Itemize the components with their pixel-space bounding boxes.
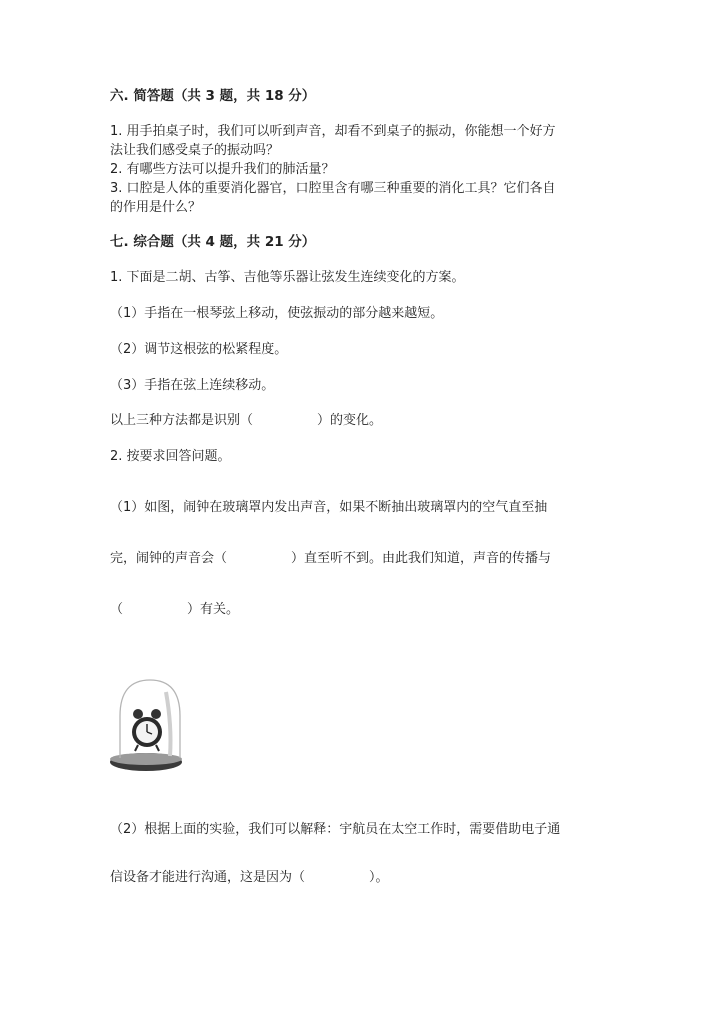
section7-heading: 七. 综合题（共 4 题，共 21 分） xyxy=(110,234,316,250)
conclusion-text-b: ）的变化。 xyxy=(317,413,383,428)
dome-highlight xyxy=(166,692,171,756)
section7-q1-item3: （3）手指在弦上连续移动。 xyxy=(110,378,275,393)
bell-jar-alarm-clock-illustration xyxy=(108,676,198,776)
clock-leg-right xyxy=(156,745,159,751)
section6-q2: 2. 有哪些方法可以提升我们的肺活量？ xyxy=(110,162,335,177)
section6-heading: 六. 简答题（共 3 题，共 18 分） xyxy=(110,88,316,104)
p1-line2-text-a: 完，闹钟的声音会（ xyxy=(110,551,228,566)
section6-q3-line2: 的作用是什么？ xyxy=(110,200,202,215)
clock-bell-right xyxy=(151,709,161,719)
section6-q1-line1: 1. 用手拍桌子时，我们可以听到声音，却看不到桌子的振动，你能想一个好方 xyxy=(110,124,556,139)
section7-q2-p2-line2 xyxy=(110,868,389,888)
section6-q3-line1: 3. 口腔是人体的重要消化器官，口腔里含有哪三种重要的消化工具？它们各自 xyxy=(110,181,556,196)
p2-line2-text-b: ）。 xyxy=(369,870,389,885)
p2-line2-text-a: 信设备才能进行沟通，这是因为（ xyxy=(110,870,306,885)
p1-line3-text-b: ）有关。 xyxy=(187,602,240,617)
section7-q2-p1-line1: （1）如图，闹钟在玻璃罩内发出声音，如果不断抽出玻璃罩内的空气直至抽 xyxy=(110,500,548,515)
section7-q1-item1: （1）手指在一根琴弦上移动，使弦振动的部分越来越短。 xyxy=(110,306,444,321)
conclusion-text-a: 以上三种方法都是识别（ xyxy=(110,413,254,428)
section6-q1-line2: 法让我们感受桌子的振动吗？ xyxy=(110,143,280,158)
section7-q2-intro: 2. 按要求回答问题。 xyxy=(110,449,231,464)
section7-q2-p1-line3 xyxy=(110,600,239,620)
clock-bell-left xyxy=(133,709,143,719)
section7-q2-p2-line1: （2）根据上面的实验，我们可以解释：宇航员在太空工作时，需要借助电子通 xyxy=(110,822,561,837)
section7-q1-item2: （2）调节这根弦的松紧程度。 xyxy=(110,342,288,357)
section7-q2-p1-line2 xyxy=(110,549,551,569)
p1-line3-text-a: （ xyxy=(110,602,124,617)
section7-q1-intro: 1. 下面是二胡、古筝、吉他等乐器让弦发生连续变化的方案。 xyxy=(110,270,465,285)
clock-leg-left xyxy=(135,745,138,751)
section7-q1-conclusion xyxy=(110,411,382,431)
p1-line2-text-b: ）直至听不到。由此我们知道，声音的传播与 xyxy=(291,551,552,566)
